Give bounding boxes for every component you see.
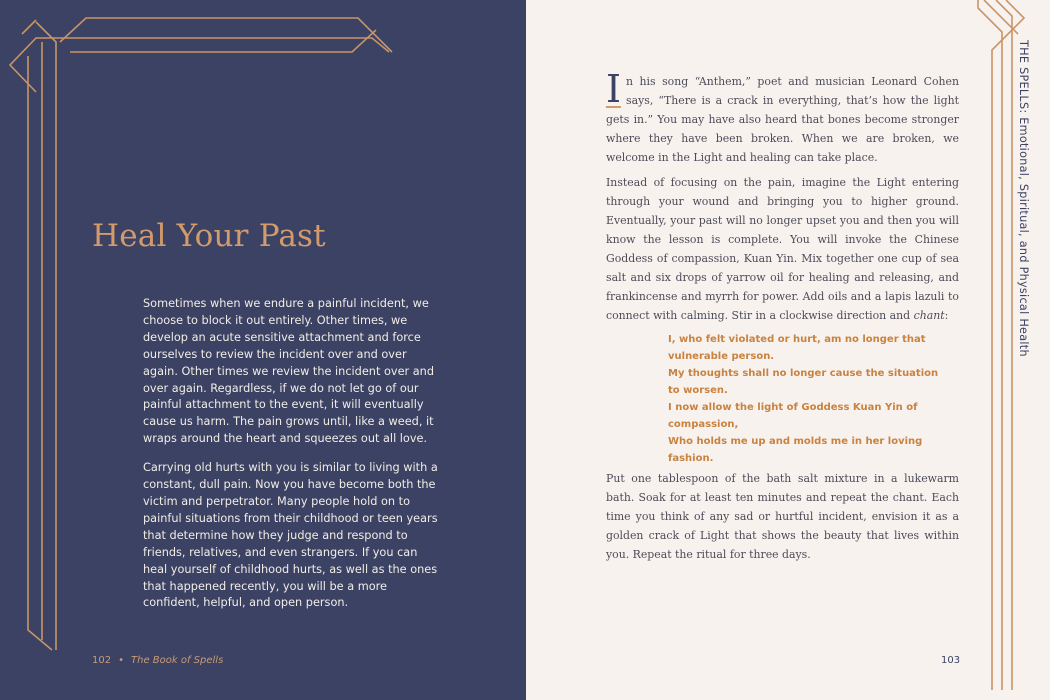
dropcap: I <box>606 67 622 111</box>
book-title: The Book of Spells <box>131 655 224 666</box>
chapter-title: Heal Your Past <box>92 218 326 254</box>
right-paragraph-3: Put one tablespoon of the bath salt mixture in a lukewarm bath. Soak for at least ten minutes and repeat the chant. Each time you think of any sad or hurtful incident, envision it as a golden crack of Light that shows the beauty that lives within you. Repeat the ritual for three days. <box>606 472 959 561</box>
chant-block <box>668 331 946 467</box>
right-page <box>526 0 1050 700</box>
footer-separator: • <box>118 655 124 666</box>
chant-line: My thoughts shall no longer cause the situation to worsen. <box>668 368 939 396</box>
right-paragraph-2 <box>606 173 959 325</box>
chant-word: chant <box>913 309 945 322</box>
left-body-text <box>143 296 443 624</box>
right-page-number: 103 <box>941 655 961 666</box>
left-page-footer <box>92 655 223 666</box>
right-paragraph-2-text: Instead of focusing on the pain, imagine the Light entering through your wound and bringing you to higher ground. Eventually, your past will no longer upset you and then you will know the lesson is complete. You will invoke the Chinese Goddess of compassion, Kuan Yin. Mix together one cup of sea salt and six drops of yarrow oil for healing and releasing, and frankincense and myrrh for power. Add oils and a lapis lazuli to connect with calming. Stir in a clockwise direction and <box>606 176 959 322</box>
chant-line: I, who felt violated or hurt, am no longer that vulnerable person. <box>668 334 926 362</box>
right-paragraph-1-text: n his song “Anthem,” poet and musician Leonard Cohen says, “There is a crack in everything, that’s how the light gets in.” You may have also heard that bones become stronger where they have been broken. When we are broken, we welcome in the Light and healing can take place. <box>606 75 959 164</box>
running-head: THE SPELLS: Emotional, Spiritual, and Physical Health <box>1017 40 1030 357</box>
right-paragraph-1 <box>606 67 959 167</box>
right-body-text <box>606 67 959 570</box>
left-paragraph-2: Carrying old hurts with you is similar to living with a constant, dull pain. Now you have become both the victim and perpetrator. Many people hold on to painful situations from their childhood or teen years that determine how they judge and respond to friends, relatives, and even strangers. If you can heal yourself of childhood hurts, as well as the ones that happened recently, you will be a more confident, helpful, and open person. <box>143 461 438 610</box>
chant-line: I now allow the light of Goddess Kuan Yin of compassion, <box>668 402 918 430</box>
left-page-number: 102 <box>92 655 112 666</box>
left-paragraph-1: Sometimes when we endure a painful incident, we choose to block it out entirely. Other times, we develop an acute sensitive attachment and force ourselves to review the incident over and over again. Other times we review the incident over and over again. Regardless, if we do not let go of our painful attachment to the event, it will eventually cause us harm. The pain grows until, like a weed, it wraps around the heart and squeezes out all love. <box>143 297 435 446</box>
chant-line: Who holds me up and molds me in her loving fashion. <box>668 436 923 464</box>
right-paragraph-2-end: : <box>944 309 949 322</box>
